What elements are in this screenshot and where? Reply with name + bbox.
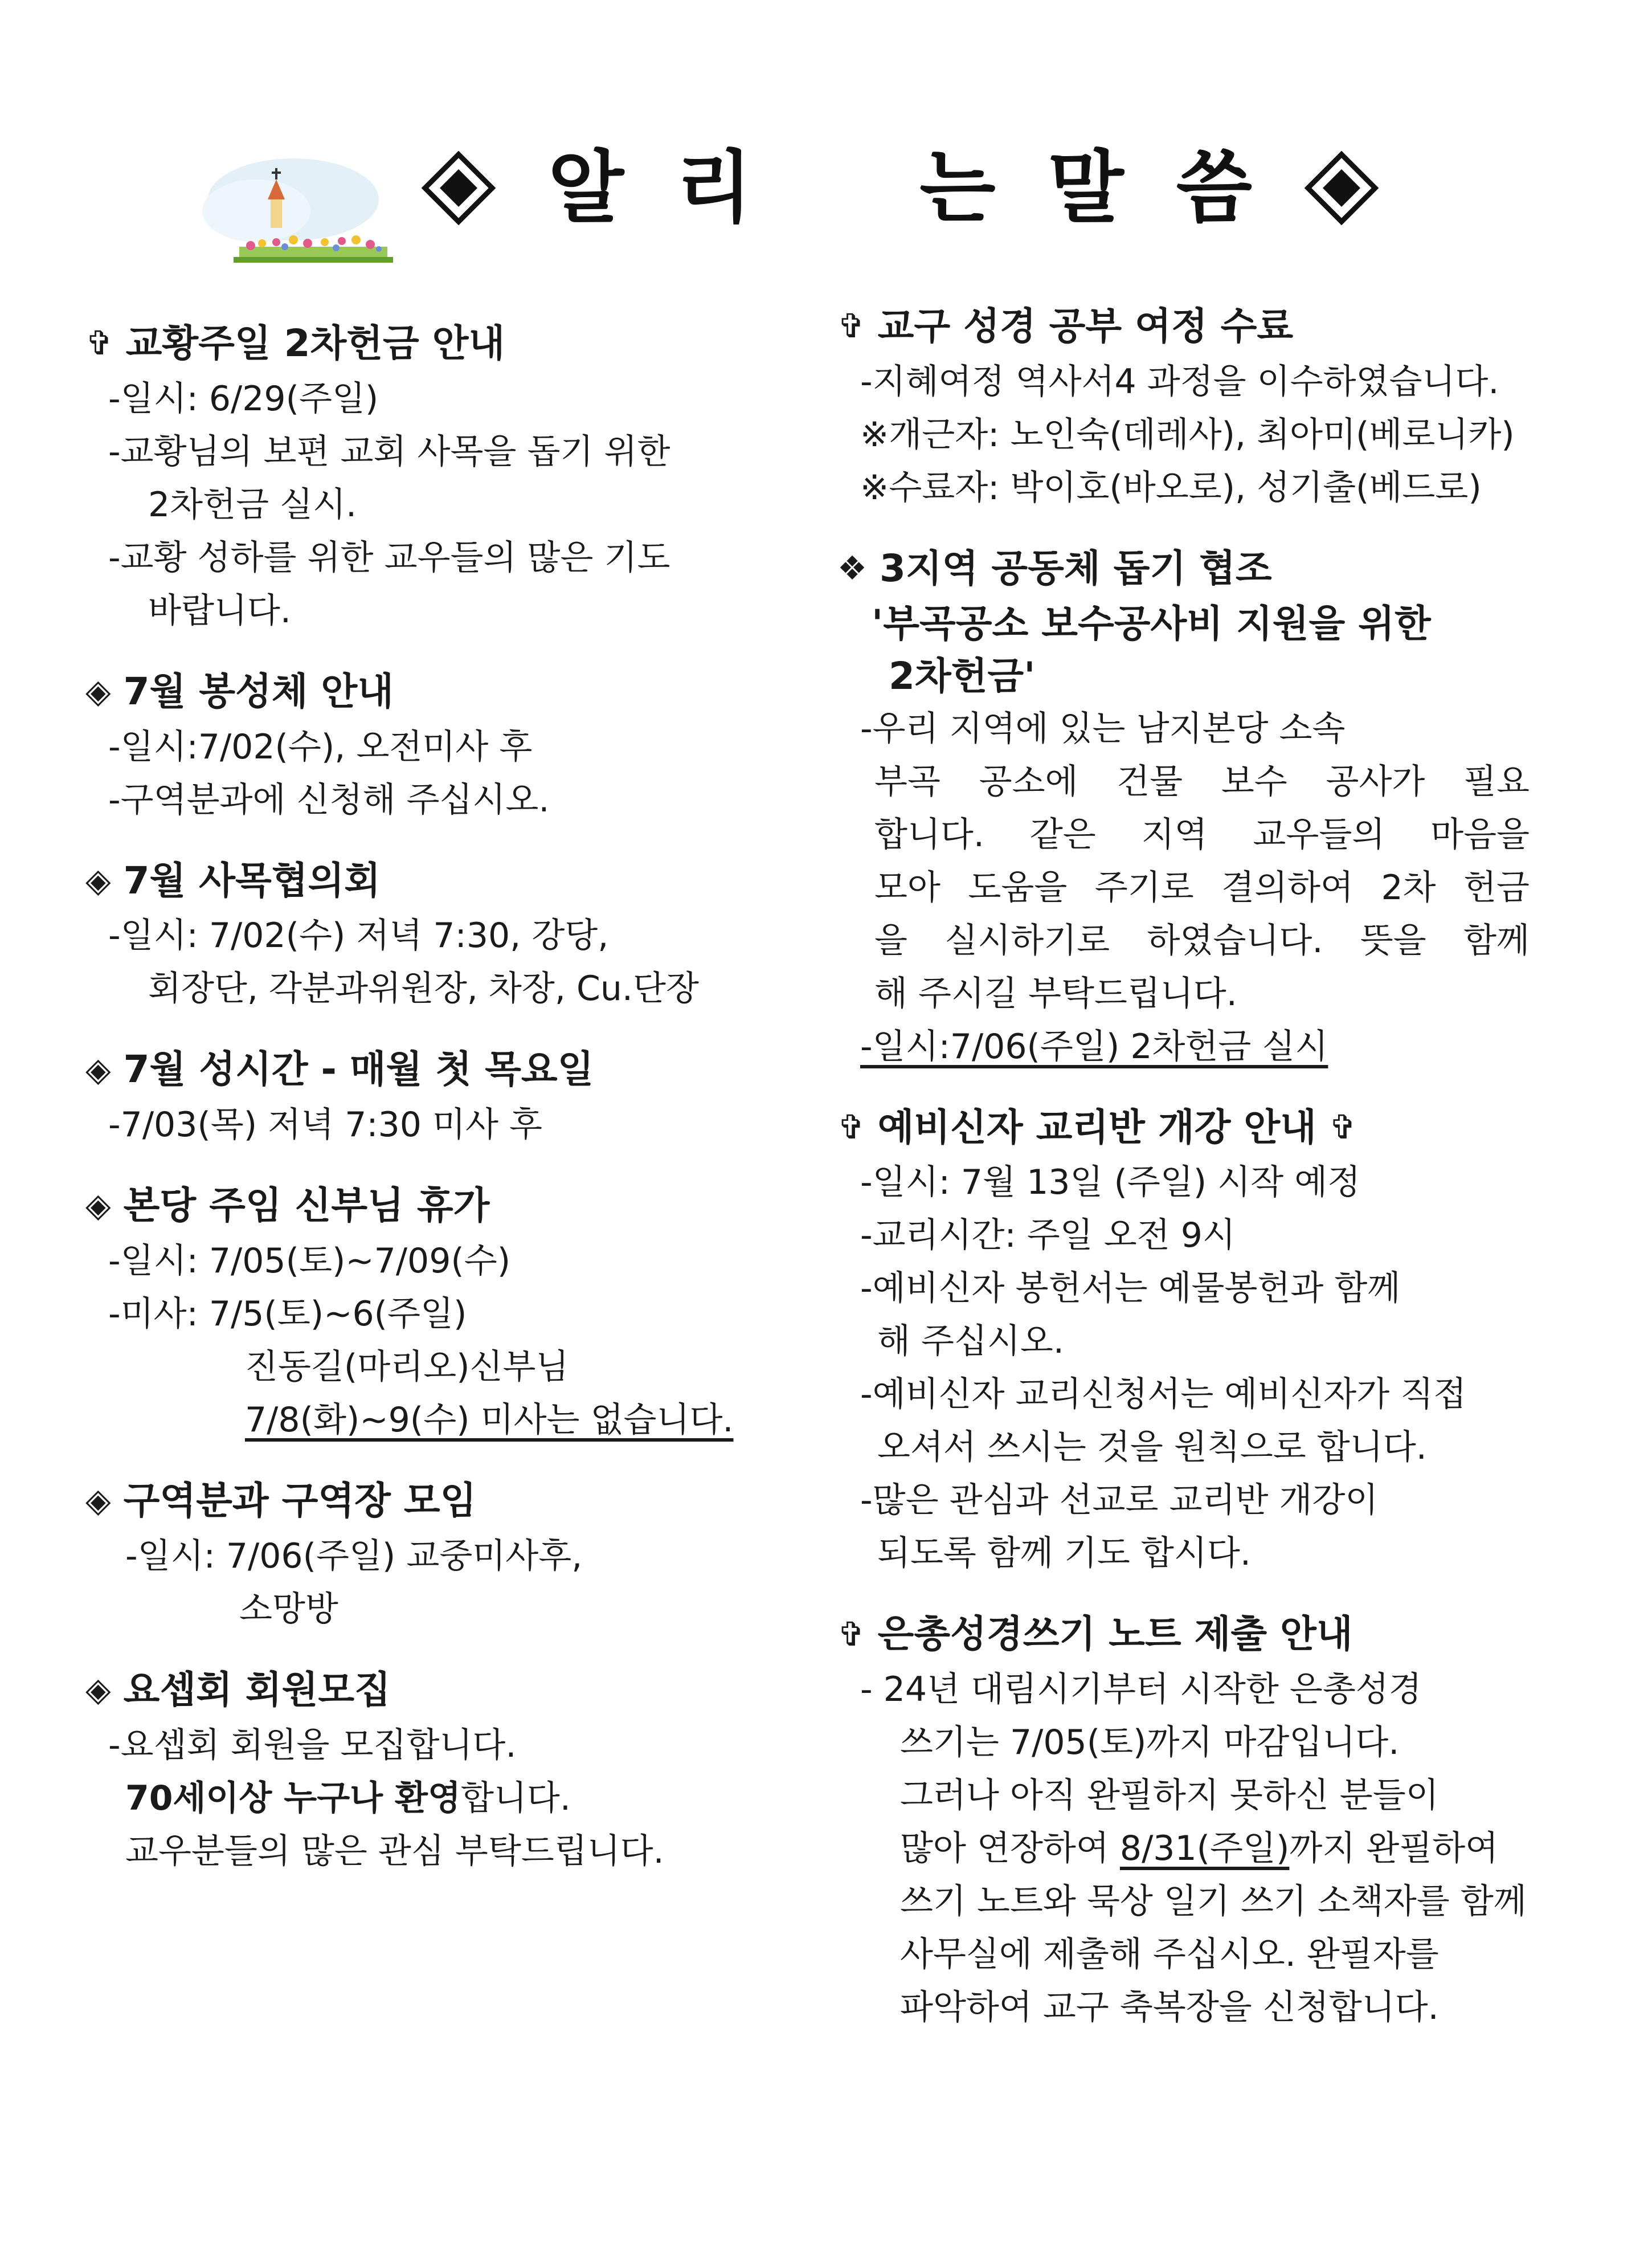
notice-bible-study (837, 302, 1549, 515)
text-line: 부곡 공소에 건물 보수 공사가 필요 (874, 761, 1530, 802)
text-line: -우리 지역에 있는 남지본당 소속 (860, 708, 1346, 749)
diamond-icon: ◈ (85, 1050, 111, 1089)
text-line: -일시:7/02(수), 오전미사 후 (108, 727, 533, 767)
diamond-icon: ◈ (85, 1186, 111, 1225)
text-line: 파악하여 교구 축복장을 신청합니다. (900, 1987, 1439, 2028)
page-title (422, 137, 1379, 239)
text-line: 해 주십시오. (877, 1321, 1064, 1362)
text-line: 7/8(화)~9(수) 미사는 없습니다. (245, 1399, 734, 1440)
cross-icon: ✞ (85, 324, 113, 363)
left-column (85, 319, 780, 1908)
title-diamond-left-icon (422, 151, 496, 225)
text-line: 쓰기 노트와 묵상 일기 쓰기 소책자를 함께 (900, 1882, 1527, 1922)
title-diamond-right-icon (1305, 151, 1379, 225)
text-line: -일시: 7/06(주일) 교중미사후, (125, 1536, 583, 1576)
subheading: '부곡공소 보수공사비 지원을 위한 (872, 601, 1431, 646)
text-line: -요셉회 회원을 모집합니다. (108, 1725, 517, 1765)
notice-district-leaders (85, 1476, 780, 1636)
text-line: 모아 도움을 주기로 결의하여 2차 헌금 (874, 867, 1530, 908)
text-line: -교황님의 보편 교회 사목을 돕기 위한 (108, 431, 670, 472)
notice-bible-transcription (837, 1610, 1549, 2034)
diamond-icon: ◈ (85, 672, 111, 711)
section-heading: ◈ 구역분과 구역장 모임 (85, 1478, 477, 1523)
notice-papal-sunday (85, 319, 780, 638)
title-char: 리 (676, 142, 753, 234)
section-heading: ❖ 3지역 공동체 돕기 협조 (837, 546, 1272, 590)
text-line: -7/03(목) 저녁 7:30 미사 후 (108, 1105, 542, 1145)
title-char: 는 (919, 142, 996, 234)
text-line: -구역분과에 신청해 주십시오. (108, 779, 550, 820)
title-char: 씀 (1176, 142, 1252, 234)
text-line: -일시: 6/29(주일) (108, 378, 379, 419)
text-line: -일시: 7/05(토)~7/09(수) (108, 1240, 511, 1281)
text-line: 해 주시길 부탁드립니다. (874, 973, 1237, 1014)
notice-catechumen-class (837, 1103, 1549, 1581)
subheading: 2차헌금' (889, 654, 1036, 698)
text-line: 70세이상 누구나 환영합니다. (125, 1778, 571, 1818)
text-line: -많은 관심과 선교로 교리반 개강이 (860, 1480, 1379, 1521)
title-char: 알 (547, 142, 624, 234)
section-heading: ◈ 7월 봉성체 안내 (85, 669, 394, 713)
text-line: 진동길(마리오)신부님 (245, 1346, 569, 1387)
text-line: 교우분들의 많은 관심 부탁드립니다. (125, 1831, 664, 1871)
diamond-icon: ◈ (85, 1670, 111, 1709)
text-line: 소망방 (239, 1589, 338, 1629)
section-heading: ✞ 교구 성경 공부 여정 수료 (837, 304, 1294, 348)
text-line: 사무실에 제출해 주십시오. 완필자를 (900, 1934, 1439, 1975)
section-heading: ✞ 은총성경쓰기 노트 제출 안내 (837, 1612, 1353, 1656)
title-char: 말 (1048, 142, 1124, 234)
notice-community-support (837, 544, 1549, 1074)
text-line: 회장단, 각분과위원장, 차장, Cu.단장 (148, 969, 699, 1009)
section-heading: ◈ 7월 성시간 - 매월 첫 목요일 (85, 1047, 594, 1092)
text-line: ※개근자: 노인숙(데레사), 최아미(베로니카) (860, 414, 1515, 455)
text-line: -일시:7/06(주일) 2차헌금 실시 (860, 1026, 1328, 1067)
text-line: 많아 연장하여 8/31(주일)까지 완필하여 (900, 1829, 1499, 1869)
four-diamond-icon: ❖ (837, 549, 867, 587)
section-heading: ◈ 본당 주임 신부님 휴가 (85, 1183, 490, 1228)
text-line: 합니다. 같은 지역 교우들의 마음을 (874, 814, 1530, 855)
notice-communion-for-sick (85, 667, 780, 827)
notice-pastor-vacation (85, 1181, 780, 1447)
notice-joseph-society (85, 1666, 780, 1878)
cross-icon: ✞ (1328, 1107, 1357, 1146)
text-line: 바랍니다. (148, 590, 291, 631)
text-line: -미사: 7/5(토)~6(주일) (108, 1293, 467, 1334)
right-column (837, 302, 1549, 2064)
cross-icon: ✞ (837, 307, 865, 346)
notice-pastoral-council (85, 856, 780, 1016)
text-line: - 24년 대림시기부터 시작한 은총성경 (860, 1670, 1422, 1710)
text-line: -교리시간: 주일 오전 9시 (860, 1215, 1236, 1256)
diamond-icon: ◈ (85, 1481, 111, 1520)
text-line: 되도록 함께 기도 합시다. (877, 1533, 1251, 1574)
text-line: -일시: 7월 13일 (주일) 시작 예정 (860, 1162, 1361, 1203)
notice-holy-hour (85, 1045, 780, 1152)
cross-icon: ✞ (837, 1107, 865, 1146)
text-line: -일시: 7/02(수) 저녁 7:30, 강당, (108, 916, 609, 956)
text-line: -지혜여정 역사서4 과정을 이수하였습니다. (860, 361, 1499, 402)
section-heading: ✞ 교황주일 2차헌금 안내 (85, 321, 505, 365)
cross-icon: ✞ (837, 1614, 865, 1654)
section-heading: ◈ 요셉회 회원모집 (85, 1667, 391, 1712)
text-line: -예비신자 교리신청서는 예비신자가 직접 (860, 1374, 1467, 1415)
section-heading: ◈ 7월 사목협의회 (85, 858, 381, 903)
section-heading: ✞ 예비신자 교리반 개강 안내 ✞ (837, 1105, 1357, 1149)
text-line: 을 실시하기로 하였습니다. 뜻을 함께 (874, 920, 1530, 961)
text-line: -교황 성하를 위한 교우들의 많은 기도 (108, 537, 670, 578)
text-line: ※수료자: 박이호(바오로), 성기출(베드로) (860, 467, 1482, 508)
text-line: 그러나 아직 완필하지 못하신 분들이 (900, 1776, 1439, 1816)
church-illustration-logo (171, 145, 399, 282)
text-line: 쓰기는 7/05(토)까지 마감입니다. (900, 1723, 1400, 1763)
text-line: 2차헌금 실시. (148, 484, 357, 525)
text-line: -예비신자 봉헌서는 예물봉헌과 함께 (860, 1268, 1401, 1309)
text-line: 오셔서 쓰시는 것을 원칙으로 합니다. (877, 1427, 1427, 1468)
diamond-icon: ◈ (85, 860, 111, 900)
